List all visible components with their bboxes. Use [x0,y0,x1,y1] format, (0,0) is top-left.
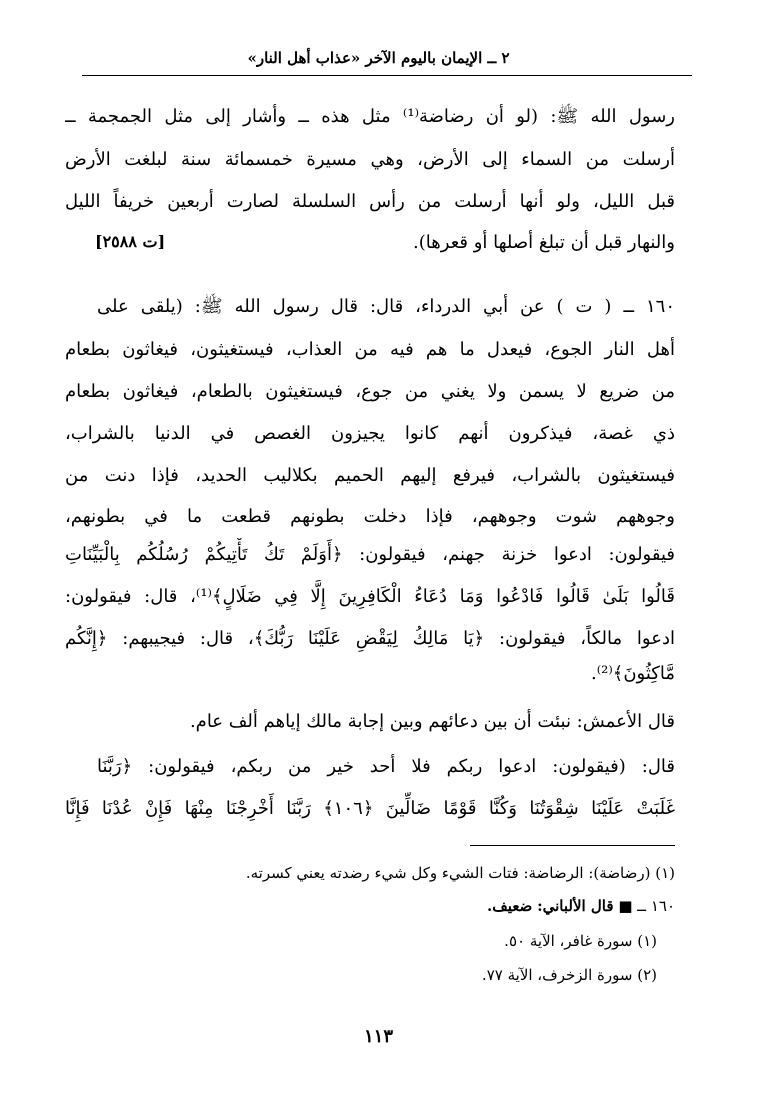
hadith-line: قَالُوا بَلَىٰ قَالُوا فَادْعُوا وَمَا دُعَاءُ الْكَافِرِينَ إِلَّا فِي ضَلَالٍ﴾⁽¹⁾، قال: فيقولون: [65,586,675,607]
hadith-line: وجوههم شوت وجوههم، فإذا دخلت بطونهم قطعت ما في بطونهم، [65,506,675,527]
grading-label: قال الألباني: [537,897,614,915]
grading-prefix: ١٦٠ ــ ■ [618,897,675,915]
text-line: قال الأعمش: نبئت أن بين دعائهم وبين إجابة مالك إياهم ألف عام. [189,711,675,732]
hadith-line: ذي غصة، فيذكرون أنهم كانوا يجيزون الغصص في الدنيا بالشراب، [65,423,675,444]
footnote-reference: (٢) سورة الزخرف، الآية ٧٧. [481,966,657,984]
hadith-line: ١٦٠ ــ ( ت ) عن أبي الدرداء، قال: قال رسول الله ﷺ: (يلقى على [97,296,675,317]
text-line: والنهار قبل أن تبلغ أصلها أو قعرها). [413,232,675,253]
hadith-line: مَّاكِثُونَ﴾⁽²⁾. [591,663,675,684]
hadith-line: من ضريع لا يسمن ولا يغني من جوع، فيستغيثون بالطعام، فيغاثون بطعام [65,381,675,402]
grading-value: ضعيف. [487,897,533,915]
text-line: رسول الله ﷺ: (لو أن رضاضة⁽¹⁾ مثل هذه ــ وأشار إلى مثل الجمجمة ــ [65,106,675,127]
page-number: ١١٣ [363,1026,393,1047]
hadith-line: فيقولون: ادعوا خزنة جهنم، فيقولون: ﴿أَوَلَمْ تَكُ تَأْتِيكُمْ رُسُلُكُم بِالْبَيِّنَاتِ [65,544,675,565]
hadith-line: فيستغيثون بالشراب، فيرفع إليهم الحميم بكلاليب الحديد، فإذا دنت من [65,465,675,486]
hadith-reference: [ت ٢٥٨٨] [95,232,166,251]
header-divider [82,75,692,76]
footnote-divider [470,845,675,846]
running-header: ٢ ــ الإيمان باليوم الآخر «عذاب أهل النار» [247,49,510,67]
text-line: قبل الليل، ولو أنها أرسلت من رأس السلسلة لصارت أربعين خريفاً الليل [65,191,675,212]
hadith-line: أهل النار الجوع، فيعدل ما هم فيه من العذاب، فيستغيثون، فيغاثون بطعام [65,339,675,360]
text-line: غَلَبَتْ عَلَيْنَا شِقْوَتُنَا وَكُنَّا قَوْمًا ضَالِّينَ ﴿١٠٦﴾ رَبَّنَا أَخْرِجْنَا مِنْهَا فَإِنْ عُدْنَا فَإِنَّا [65,798,675,819]
grading-note [65,893,675,919]
text-line: قال: (فيقولون: ادعوا ربكم فلا أحد خير من ربكم، فيقولون: ﴿رَبَّنَا [97,756,675,777]
footnote-reference: (١) سورة غافر، الآية ٥٠. [504,932,657,950]
footnote: (١) (رضاضة): الرضاضة: فتات الشيء وكل شيء رضدته يعني كسرته. [245,864,675,882]
text-line: أرسلت من السماء إلى الأرض، وهي مسيرة خمسمائة سنة لبلغت الأرض [65,149,675,170]
hadith-line: ادعوا مالكاً، فيقولون: ﴿يَا مَالِكُ لِيَقْضِ عَلَيْنَا رَبُّكَ﴾، قال: فيجيبهم: ﴿إِنَّكُم [65,628,675,649]
